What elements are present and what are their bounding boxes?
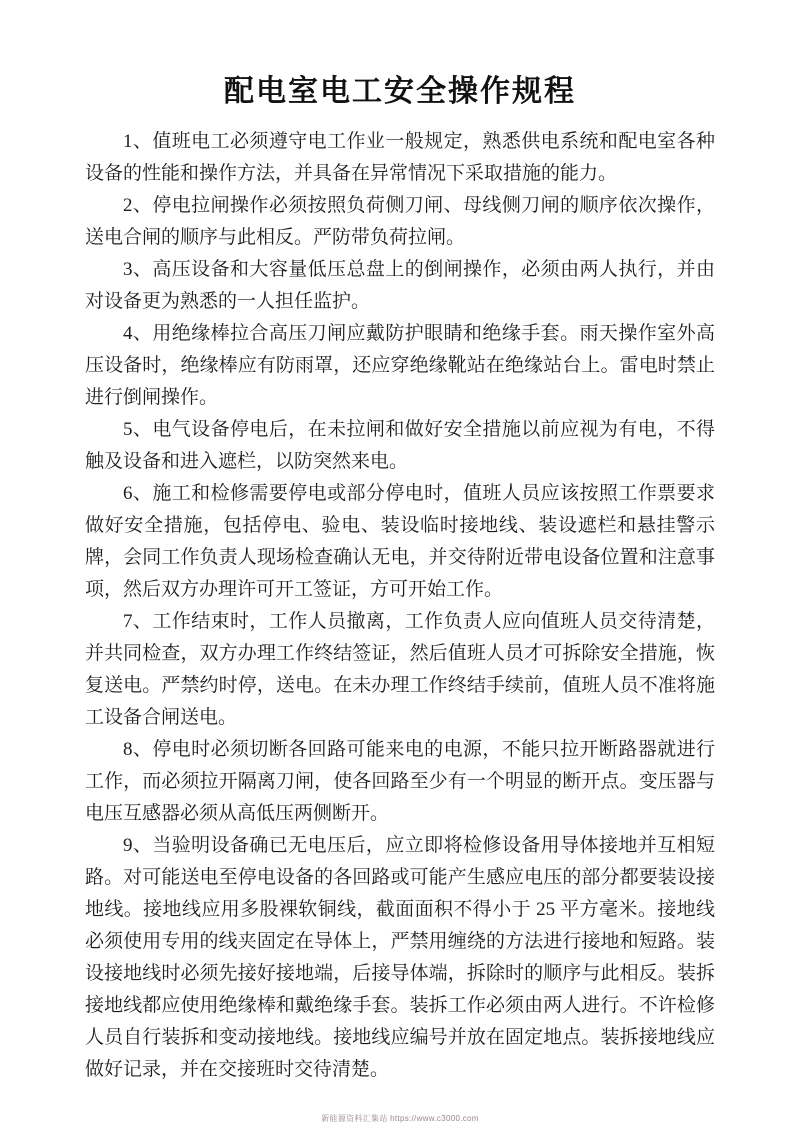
- procedure-paragraph-9: 9、当验明设备确已无电压后，应立即将检修设备用导体接地并互相短路。对可能送电至停电设备的各回路或可能产生感应电压的部分都要装设接地线。接地线应用多股裸软铜线，截面面积不得小于 25 平方毫米。接地线必须使用专用的线夹固定在导体上，严禁用缠绕的方法进行接地和短路。装设接地线时必须先接好接地端，后接导体端，拆除时的顺序与此相反。装拆接地线都应使用绝缘棒和戴绝缘手套。装拆工作必须由两人进行。不许检修人员自行装拆和变动接地线。接地线应编号并放在固定地点。装拆接地线应做好记录，并在交接班时交待清楚。: [85, 835, 715, 1080]
- procedure-paragraph-2: 2、停电拉闸操作必须按照负荷侧刀闸、母线侧刀闸的顺序依次操作，送电合闸的顺序与此相反。严防带负荷拉闸。: [85, 195, 715, 248]
- procedure-paragraph-3: 3、高压设备和大容量低压总盘上的倒闸操作，必须由两人执行，并由对设备更为熟悉的一人担任监护。: [85, 259, 715, 312]
- footer-watermark: 新能源资料汇集站 https://www.c3000.com: [321, 1114, 479, 1123]
- procedure-paragraph-5: 5、电气设备停电后，在未拉闸和做好安全措施以前应视为有电，不得触及设备和进入遮栏，以防突然来电。: [85, 419, 715, 472]
- document-body: [85, 126, 715, 1086]
- procedure-paragraph-7: 7、工作结束时，工作人员撤离，工作负责人应向值班人员交待清楚，并共同检查，双方办理工作终结签证，然后值班人员才可拆除安全措施，恢复送电。严禁约时停，送电。在未办理工作终结手续前，值班人员不准将施工设备合闸送电。: [85, 611, 715, 728]
- page-title: 配电室电工安全操作规程: [224, 75, 576, 108]
- procedure-paragraph-6: 6、施工和检修需要停电或部分停电时，值班人员应该按照工作票要求做好安全措施，包括停电、验电、装设临时接地线、装设遮栏和悬挂警示牌，会同工作负责人现场检查确认无电，并交待附近带电设备位置和注意事项，然后双方办理许可开工签证，方可开始工作。: [85, 483, 715, 600]
- procedure-paragraph-1: 1、值班电工必须遵守电工作业一般规定，熟悉供电系统和配电室各种设备的性能和操作方法，并具备在异常情况下采取措施的能力。: [85, 131, 715, 184]
- procedure-paragraph-8: 8、停电时必须切断各回路可能来电的电源，不能只拉开断路器就进行工作，而必须拉开隔离刀闸，使各回路至少有一个明显的断开点。变压器与电压互感器必须从高低压两侧断开。: [85, 739, 715, 824]
- procedure-paragraph-4: 4、用绝缘棒拉合高压刀闸应戴防护眼睛和绝缘手套。雨天操作室外高压设备时，绝缘棒应有防雨罩，还应穿绝缘靴站在绝缘站台上。雷电时禁止进行倒闸操作。: [85, 323, 715, 408]
